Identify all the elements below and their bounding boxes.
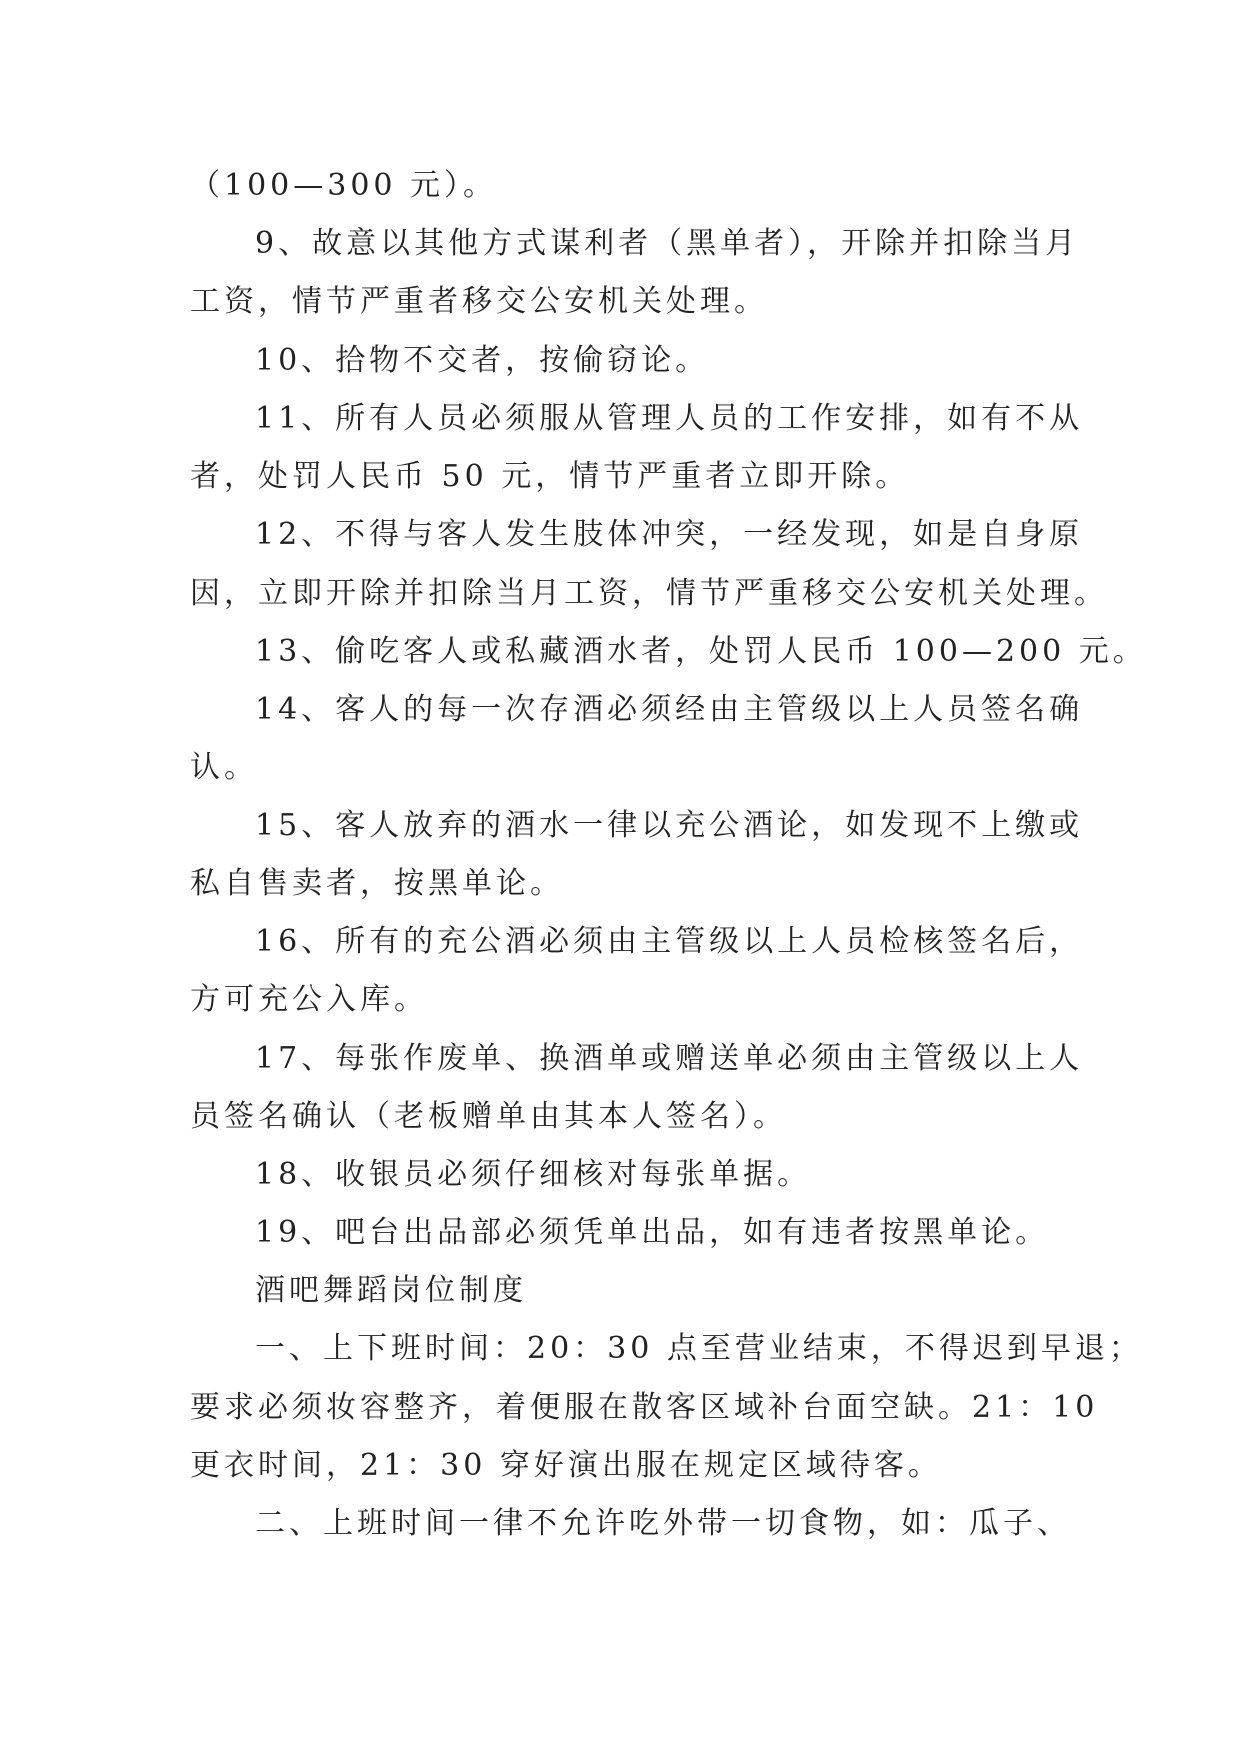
text-line: 13、偷吃客人或私藏酒水者，处罚人民币 100—200 元。 [255, 634, 1147, 669]
text-line: 员签名确认（老板赠单由其本人签名）。 [190, 1099, 787, 1134]
text-line: 12、不得与客人发生肢体冲突，一经发现，如是自身原 [255, 517, 1084, 552]
text-line: 更衣时间，21：30 穿好演出服在规定区域待客。 [190, 1448, 942, 1483]
text-line: （100—300 元）。 [190, 168, 498, 203]
text-line: 17、每张作废单、换酒单或赠送单必须由主管级以上人 [255, 1041, 1084, 1076]
text-line: 9、故意以其他方式谋利者（黑单者），开除并扣除当月 [255, 226, 1080, 261]
text-line: 方可充公入库。 [190, 982, 428, 1017]
section-heading: 酒吧舞蹈岗位制度 [255, 1273, 527, 1308]
text-line: 一、上下班时间：20：30 点至营业结束，不得迟到早退； [255, 1331, 1143, 1366]
text-line: 者，处罚人民币 50 元，情节严重者立即开除。 [190, 459, 910, 494]
text-line: 认。 [190, 750, 258, 785]
text-line: 11、所有人员必须服从管理人员的工作安排，如有不从 [255, 401, 1084, 436]
text-line: 10、拾物不交者，按偷窃论。 [255, 343, 710, 378]
text-line: 18、收银员必须仔细核对每张单据。 [255, 1157, 812, 1192]
text-line: 15、客人放弃的酒水一律以充公酒论，如发现不上缴或 [255, 808, 1084, 843]
text-line: 19、吧台出品部必须凭单出品，如有违者按黑单论。 [255, 1215, 1050, 1250]
text-line: 14、客人的每一次存酒必须经由主管级以上人员签名确 [255, 692, 1084, 727]
text-line: 工资，情节严重者移交公安机关处理。 [190, 284, 768, 319]
text-line: 私自售卖者，按黑单论。 [190, 866, 564, 901]
text-line: 16、所有的充公酒必须由主管级以上人员检核签名后， [255, 924, 1084, 959]
text-line: 二、上班时间一律不允许吃外带一切食物，如：瓜子、 [255, 1506, 1071, 1541]
text-line: 因，立即开除并扣除当月工资，情节严重移交公安机关处理。 [190, 576, 1108, 611]
text-line: 要求必须妆容整齐，着便服在散客区域补台面空缺。21：10 [190, 1390, 1099, 1425]
